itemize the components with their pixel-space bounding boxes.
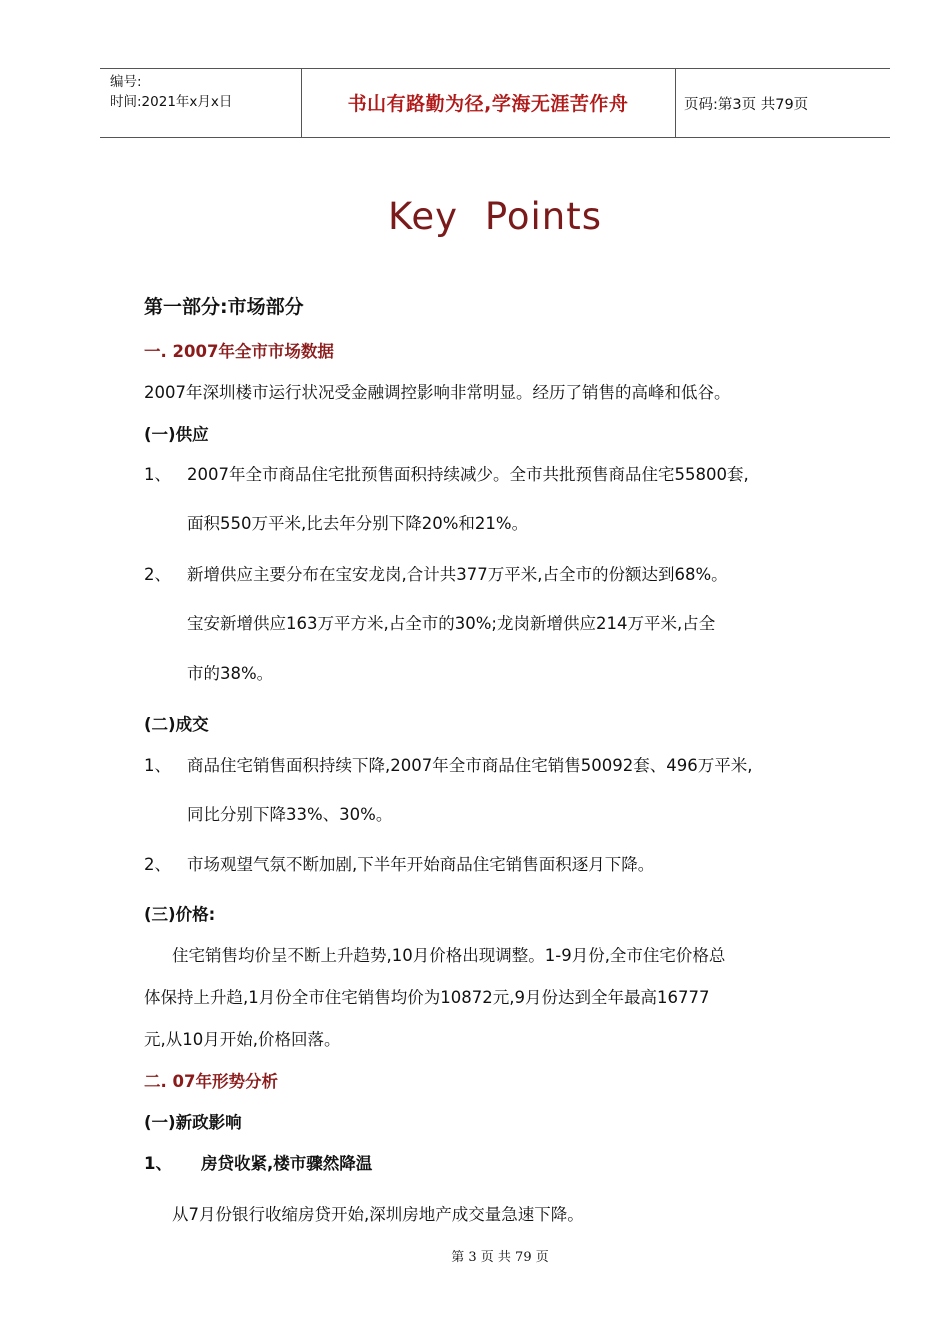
number-label: 编号: (110, 74, 142, 90)
intro-text: 2007年深圳楼市运行状况受金融调控影响非常明显。经历了销售的高峰和低谷。 (144, 383, 731, 402)
paragraph-line: 住宅销售均价呈不断上升趋势,10月价格出现调整。1-9月份,全市住宅价格总 (172, 946, 726, 965)
header-motto: 书山有路勤为径,学海无涯苦作舟 (347, 93, 629, 115)
header-divider (675, 69, 676, 137)
list-item-text: 市场观望气氛不断加剧,下半年开始商品住宅销售面积逐月下降。 (187, 855, 655, 874)
list-item-text: 市的38%。 (187, 664, 274, 683)
subsection-heading: (二)成交 (144, 715, 209, 734)
page-footer: 第 3 页 共 79 页 (451, 1250, 549, 1265)
list-number: 1、 (144, 1154, 172, 1173)
list-number: 2、 (144, 855, 171, 874)
subsection-heading: (一)新政影响 (144, 1113, 242, 1132)
list-item-text: 宝安新增供应163万平方米,占全市的30%;龙岗新增供应214万平米,占全 (187, 614, 716, 633)
subsection-heading: (一)供应 (144, 425, 209, 444)
list-item-text: 新增供应主要分布在宝安龙岗,合计共377万平米,占全市的份额达到68%。 (187, 565, 728, 584)
time-label: 时间:2021年x月x日 (110, 94, 233, 110)
part-heading: 第一部分:市场部分 (144, 296, 304, 318)
list-item-text: 同比分别下降33%、30%。 (187, 805, 393, 824)
paragraph-line: 体保持上升趋,1月份全市住宅销售均价为10872元,9月份达到全年最高16777 (144, 988, 710, 1007)
list-number: 2、 (144, 565, 171, 584)
list-item-title: 房贷收紧,楼市骤然降温 (201, 1154, 373, 1173)
list-item-text: 面积550万平米,比去年分别下降20%和21%。 (187, 514, 529, 533)
section-heading: 一. 2007年全市市场数据 (144, 342, 334, 361)
price-paragraph (144, 935, 850, 1061)
list-item-text: 商品住宅销售面积持续下降,2007年全市商品住宅销售50092套、496万平米, (187, 756, 753, 775)
list-number: 1、 (144, 465, 171, 484)
subsection-heading: (三)价格: (144, 905, 216, 924)
section-heading: 二. 07年形势分析 (144, 1072, 278, 1091)
page-title: Key Points (388, 195, 602, 238)
list-item-text: 2007年全市商品住宅批预售面积持续减少。全市共批预售商品住宅55800套, (187, 465, 749, 484)
paragraph-line: 元,从10月开始,价格回落。 (144, 1030, 341, 1049)
page-header (100, 68, 890, 138)
header-meta (110, 72, 232, 112)
header-page-info: 页码:第3页 共79页 (684, 97, 809, 113)
body-text: 从7月份银行收缩房贷开始,深圳房地产成交量急速下降。 (172, 1205, 584, 1224)
list-number: 1、 (144, 756, 171, 775)
